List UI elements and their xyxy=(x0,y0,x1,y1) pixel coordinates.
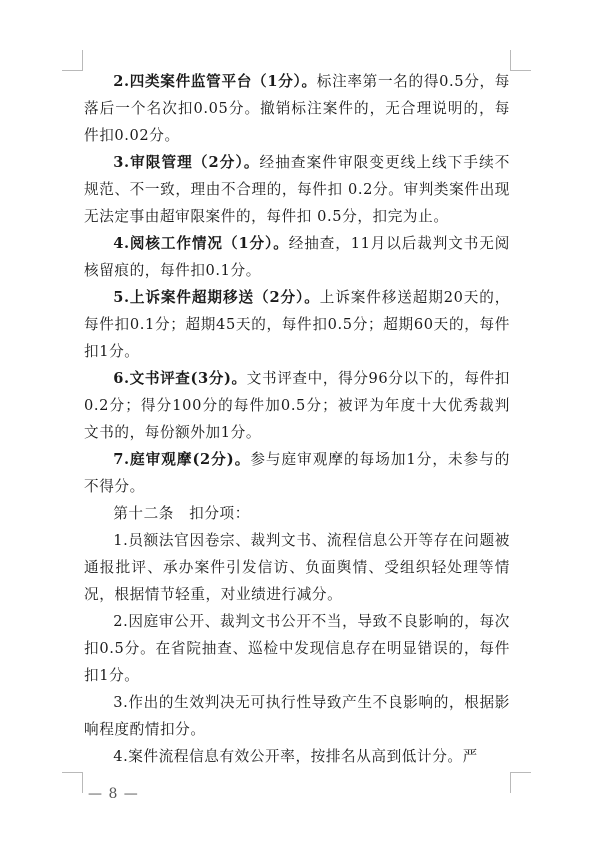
article-12-heading xyxy=(84,500,510,527)
deduction-item-1 xyxy=(84,527,510,608)
paragraph-item-2 xyxy=(84,68,510,149)
paragraph-text: 文书评查中，得分96分以下的，每件扣0.2分；得分100分的每件加0.5分；被评为年度十大优秀裁判文书的，每份额外加1分。 xyxy=(84,370,510,441)
paragraph-text: 1.员额法官因卷宗、裁判文书、流程信息公开等存在问题被通报批评、承办案件引发信访、负面舆情、受组织轻处理等情况，根据情节轻重，对业绩进行减分。 xyxy=(84,532,510,603)
paragraph-text: 上诉案件移送超期20天的，每件扣0.1分；超期45天的，每件扣0.5分；超期60天的，每件扣1分。 xyxy=(84,289,511,360)
paragraph-text: 3.作出的生效判决无可执行性导致产生不良影响的，根据影响程度酌情扣分。 xyxy=(84,694,510,738)
paragraph-heading: 4.阅核工作情况（1分）。 xyxy=(113,235,289,252)
paragraph-item-5 xyxy=(84,284,510,365)
paragraph-item-6 xyxy=(84,365,510,446)
crop-mark-top-right xyxy=(510,50,531,71)
paragraph-text: 经抽查案件审限变更线上线下手续不规范、不一致，理由不合理的，每件扣 0.2分。审判类案件出现无法定事由超审限案件的，每件扣 0.5分，扣完为止。 xyxy=(84,154,510,225)
deduction-item-3 xyxy=(84,689,510,743)
deduction-item-4 xyxy=(84,743,510,770)
crop-mark-bottom-left xyxy=(62,772,83,793)
paragraph-item-3 xyxy=(84,149,510,230)
paragraph-heading: 2.四类案件监管平台（1分）。 xyxy=(113,73,317,90)
paragraph-text: 参与庭审观摩的每场加1分，未参与的不得分。 xyxy=(84,451,510,495)
paragraph-heading: 5.上诉案件超期移送（2分）。 xyxy=(113,289,320,306)
document-body xyxy=(84,68,510,770)
paragraph-text: 标注率第一名的得0.5分，每落后一个名次扣0.05分。撤销标注案件的，无合理说明的，每件扣0.02分。 xyxy=(84,73,510,144)
paragraph-heading: 7.庭审观摩(2分)。 xyxy=(113,451,251,468)
paragraph-heading: 3.审限管理（2分）。 xyxy=(113,154,260,171)
crop-mark-top-left xyxy=(62,50,83,71)
deduction-item-2 xyxy=(84,608,510,689)
paragraph-text: 4.案件流程信息有效公开率，按排名从高到低计分。严 xyxy=(113,748,478,765)
paragraph-item-4 xyxy=(84,230,510,284)
paragraph-text: 第十二条 扣分项： xyxy=(113,505,250,522)
paragraph-item-7 xyxy=(84,446,510,500)
paragraph-text: 2.因庭审公开、裁判文书公开不当，导致不良影响的，每次扣0.5分。在省院抽查、巡检中发现信息存在明显错误的，每件扣1分。 xyxy=(84,613,510,684)
crop-mark-bottom-right xyxy=(510,772,531,793)
paragraph-text: 经抽查，11月以后裁判文书无阅核留痕的，每件扣0.1分。 xyxy=(84,235,511,279)
paragraph-heading: 6.文书评查(3分)。 xyxy=(113,370,247,387)
page-number: — 8 — xyxy=(88,786,139,802)
